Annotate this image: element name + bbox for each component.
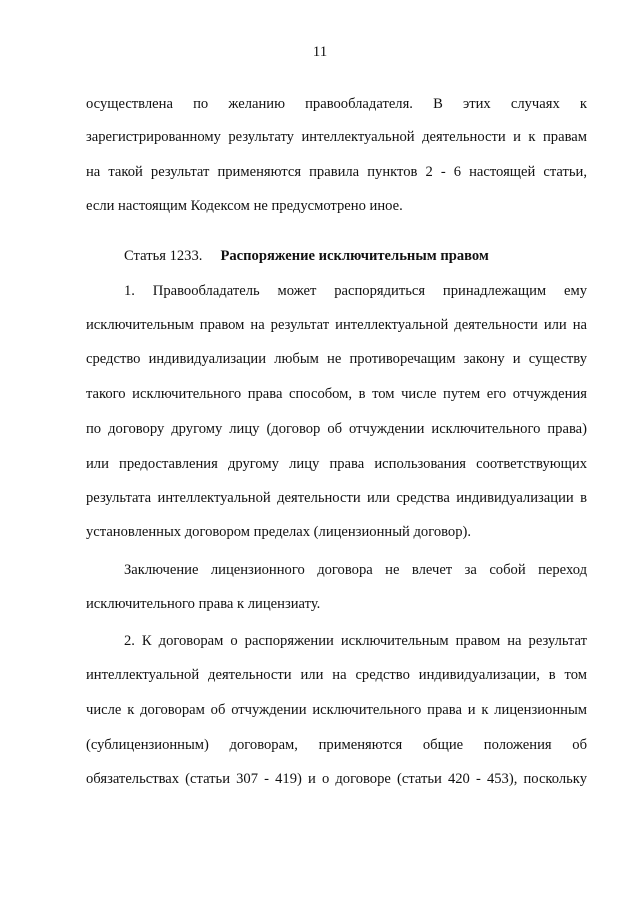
paragraph-2-line-8: установленных договором пределах (лицензионный договор).	[86, 524, 472, 540]
article-title: Распоряжение исключительным правом	[220, 248, 489, 264]
paragraph-4-line-4: (сублицензионным) договорам, применяются общие положения об	[86, 737, 587, 753]
paragraph-4-line-2: интеллектуальной деятельности или на средство индивидуализации, в том	[86, 667, 587, 683]
paragraph-2-line-3: средство индивидуализации любым не противоречащим закону и существу	[86, 351, 587, 367]
paragraph-1-line-3: на такой результат применяются правила пунктов 2 - 6 настоящей статьи,	[86, 164, 587, 180]
paragraph-3-line-1: Заключение лицензионного договора не влечет за собой переход	[124, 562, 587, 578]
paragraph-2-line-4: такого исключительного права способом, в том числе путем его отчуждения	[86, 386, 587, 402]
paragraph-4-line-3: числе к договорам об отчуждении исключительного права и к лицензионным	[86, 702, 587, 718]
paragraph-2-line-2: исключительным правом на результат интеллектуальной деятельности или на	[86, 317, 587, 333]
article-heading	[124, 247, 587, 265]
paragraph-1-line-4: если настоящим Кодексом не предусмотрено иное.	[86, 198, 403, 214]
article-label: Статья 1233.	[124, 248, 203, 264]
paragraph-1-line-2: зарегистрированному результату интеллектуальной деятельности и к правам	[86, 129, 587, 145]
page-number: 11	[312, 44, 328, 60]
paragraph-2-line-6: или предоставления другому лицу права использования соответствующих	[86, 456, 587, 472]
paragraph-2-line-7: результата интеллектуальной деятельности или средства индивидуализации в	[86, 490, 587, 506]
paragraph-4-line-1: 2. К договорам о распоряжении исключительным правом на результат	[124, 633, 587, 649]
paragraph-1-line-1: осуществлена по желанию правообладателя. В этих случаях к	[86, 96, 587, 112]
paragraph-3-line-2: исключительного права к лицензиату.	[86, 596, 321, 612]
paragraph-4-line-5: обязательствах (статьи 307 - 419) и о договоре (статьи 420 - 453), поскольку	[86, 771, 587, 787]
paragraph-2-line-5: по договору другому лицу (договор об отчуждении исключительного права)	[86, 421, 587, 437]
paragraph-2-line-1: 1. Правообладатель может распорядиться принадлежащим ему	[124, 283, 587, 299]
